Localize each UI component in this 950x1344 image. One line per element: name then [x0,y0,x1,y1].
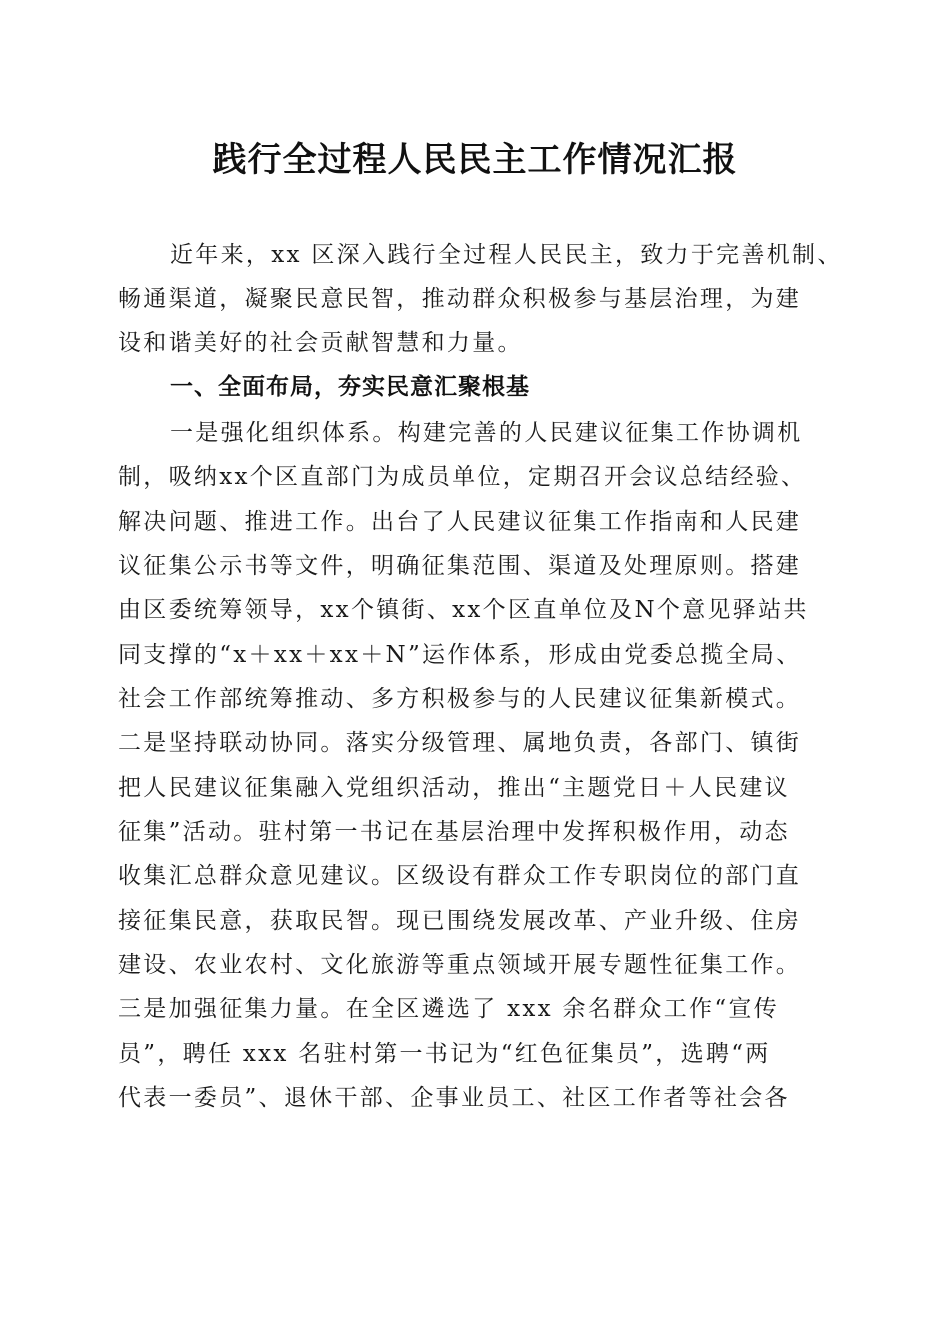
body-line: 征集”活动。驻村第一书记在基层治理中发挥积极作用，动态 [118,819,790,845]
body-line: 解决问题、推进工作。出台了人民建议征集工作指南和人民建 [118,509,802,535]
intro-line: 设和谐美好的社会贡献智慧和力量。 [118,330,523,356]
body-line: 员”，聘任 xxx 名驻村第一书记为“红色征集员”，选聘“两 [118,1041,771,1067]
body-line: 议征集公示书等文件，明确征集范围、渠道及处理原则。搭建 [118,553,802,579]
body-line: 同支撑的“x＋xx＋xx＋N”运作体系，形成由党委总揽全局、 [118,642,802,668]
intro-line: 近年来，xx 区深入践行全过程人民民主，致力于完善机制、 [170,242,843,268]
body-line: 由区委统筹领导，xx个镇街、xx个区直单位及N个意见驿站共 [118,597,809,623]
section-heading: 一、全面布局，夯实民意汇聚根基 [170,374,530,400]
body-line: 建设、农业农村、文化旅游等重点领域开展专题性征集工作。 [118,952,802,978]
body-line: 社会工作部统筹推动、多方积极参与的人民建议征集新模式。 [118,686,802,712]
body-line: 把人民建议征集融入党组织活动，推出“主题党日＋人民建议 [118,775,790,801]
body-line: 接征集民意，获取民智。现已围绕发展改革、产业升级、住房 [118,908,802,934]
document-title: 践行全过程人民民主工作情况汇报 [212,140,738,180]
body-line: 二是坚持联动协同。落实分级管理、属地负责，各部门、镇街 [118,730,802,756]
body-line: 制，吸纳xx个区直部门为成员单位，定期召开会议总结经验、 [118,464,807,490]
body-line: 三是加强征集力量。在全区遴选了 xxx 余名群众工作“宣传 [118,996,779,1022]
body-line: 收集汇总群众意见建议。区级设有群众工作专职岗位的部门直 [118,863,802,889]
body-line: 一是强化组织体系。构建完善的人民建议征集工作协调机 [170,420,803,446]
intro-line: 畅通渠道，凝聚民意民智，推动群众积极参与基层治理，为建 [118,286,802,312]
body-line: 代表一委员”、退休干部、企事业员工、社区工作者等社会各 [118,1085,790,1111]
